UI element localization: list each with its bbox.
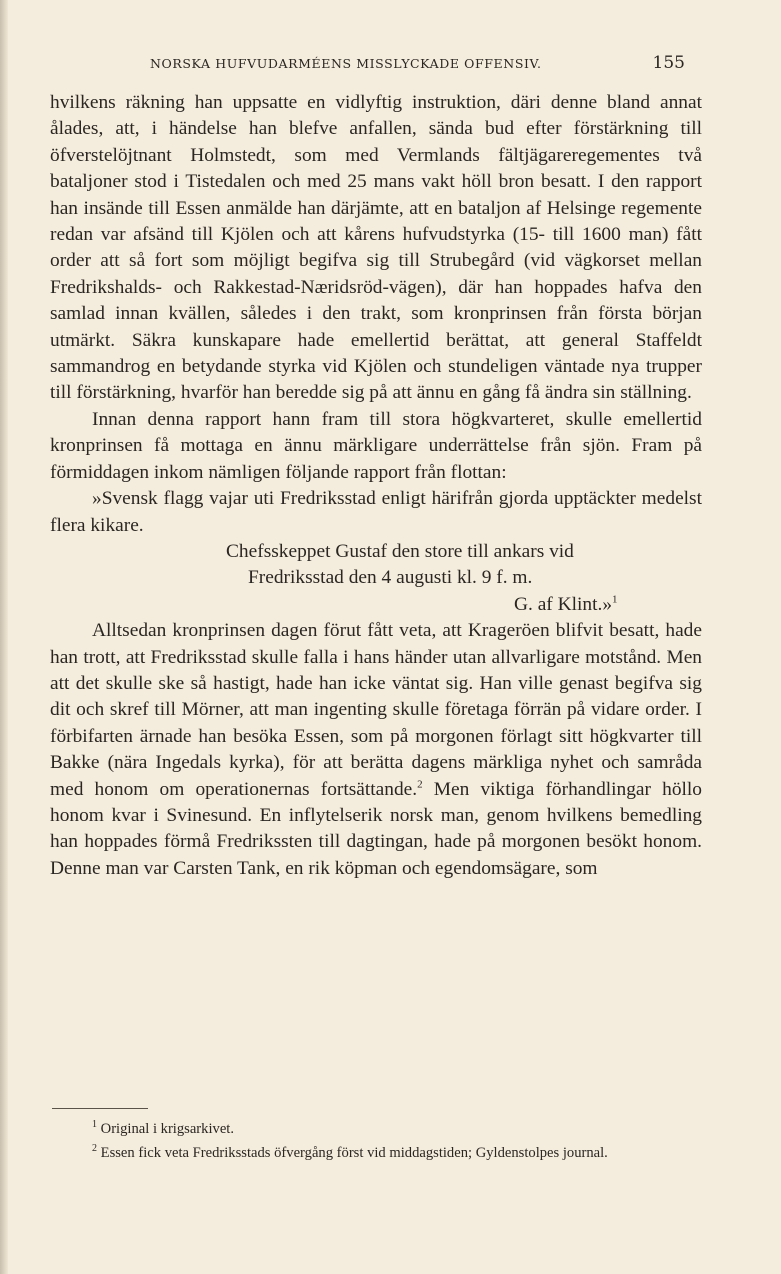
paragraph-3 [50, 618, 702, 882]
body-text [50, 90, 702, 882]
footnotes [50, 1116, 702, 1165]
footnote-2-number: 2 [92, 1143, 97, 1155]
paragraph-1: hvilkens räkning han uppsatte en vidlyftig instruktion, däri denne bland annat ålades, att, i händelse han blefve anfallen, sända bud efter förstärkning till öfverstelöjtnant Holmstedt, som med Vermlands fältjägareregementes två bataljoner stod i Tistedalen och med 25 mans vakt höll bron besatt. I den rapport han insände till Essen anmälde han därjämte, att en bataljon af Helsinge regemente redan var afsänd till Kjölen och att kårens hufvudstyrka (15- till 1600 man) fått order att så fort som möjligt begifva sig till Strubegård (vid vägkorset mellan Fredrikshalds- och Rakkestad-Næridsröd-vägen), där han hoppades hafva den samlad innan kvällen, således i den trakt, som kronprinsen från första början utmärkt. Säkra kunskapare hade emellertid berättat, att general Staffeldt sammandrog en betydande styrka vid Kjölen och stundeligen väntade nya trupper till förstärkning, hvarför han beredde sig på att ännu en gång få ändra sin ställning. [50, 92, 702, 404]
footnote-1-text: Original i krigsarkivet. [100, 1120, 234, 1137]
paragraph-3-part-a: Alltsedan kronprinsen dagen förut fått veta, att Krageröen blifvit besatt, hade han trott, att Fredriksstad skulle falla i hans händer utan allvarligare motstånd. Men att det skulle ske så hastigt, hade han icke väntat sig. Han ville genast begifva sig dit och skref till Mörner, att man ingenting skulle företaga förrän på vidare order. I förbifarten ärnade han besöka Essen, som på morgonen förlagt sitt högkvarter till Bakke (nära Ingedals kyrka), för att berätta dagens märkliga nyhet och samråda med honom om operationernas fortsättande. [50, 620, 702, 800]
page-number: 155 [652, 53, 685, 73]
report-signature-line-3 [50, 592, 702, 618]
report-signature-line-2: Fredriksstad den 4 augusti kl. 9 f. m. [248, 567, 533, 589]
footnote-2-text: Essen fick veta Fredriksstads öfvergång först vid middagstiden; Gyldenstolpes journal. [100, 1145, 608, 1162]
paragraph-3-part-b: Men viktiga förhandlingar höllo honom kvar i Svinesund. En inflytelserik norsk man, genom hvilkens bemedling han hoppades förmå Fredrikssten till dagtingan, hade på morgonen besökt honom. Denne man var Carsten Tank, en rik köpman och egendomsägare, som [50, 778, 702, 879]
report-signatory: G. af Klint.» [514, 593, 613, 615]
footnote-1-number: 1 [92, 1119, 97, 1130]
footnote-2 [50, 1140, 702, 1162]
report-signature-line-1: Chefsskeppet Gustaf den store till ankars vid [226, 540, 574, 562]
footnote-1 [50, 1116, 702, 1138]
quoted-report: »Svensk flagg vajar uti Fredriksstad enligt härifrån gjorda upptäckter medelst flera kikare. [50, 488, 702, 536]
running-head [150, 53, 685, 73]
running-title: NORSKA HUFVUDARMÉENS MISSLYCKADE OFFENSIV. [150, 56, 542, 71]
footnote-ref-2[interactable]: 2 [417, 778, 423, 791]
footnote-ref-1[interactable]: 1 [612, 593, 618, 606]
paragraph-2: Innan denna rapport hann fram till stora högkvarteret, skulle emellertid kronprinsen få mottaga en ännu märkligare underrättelse från sjön. Fram på förmiddagen inkom nämligen följande rapport från flottan: [50, 408, 702, 483]
footnote-divider [52, 1108, 148, 1109]
